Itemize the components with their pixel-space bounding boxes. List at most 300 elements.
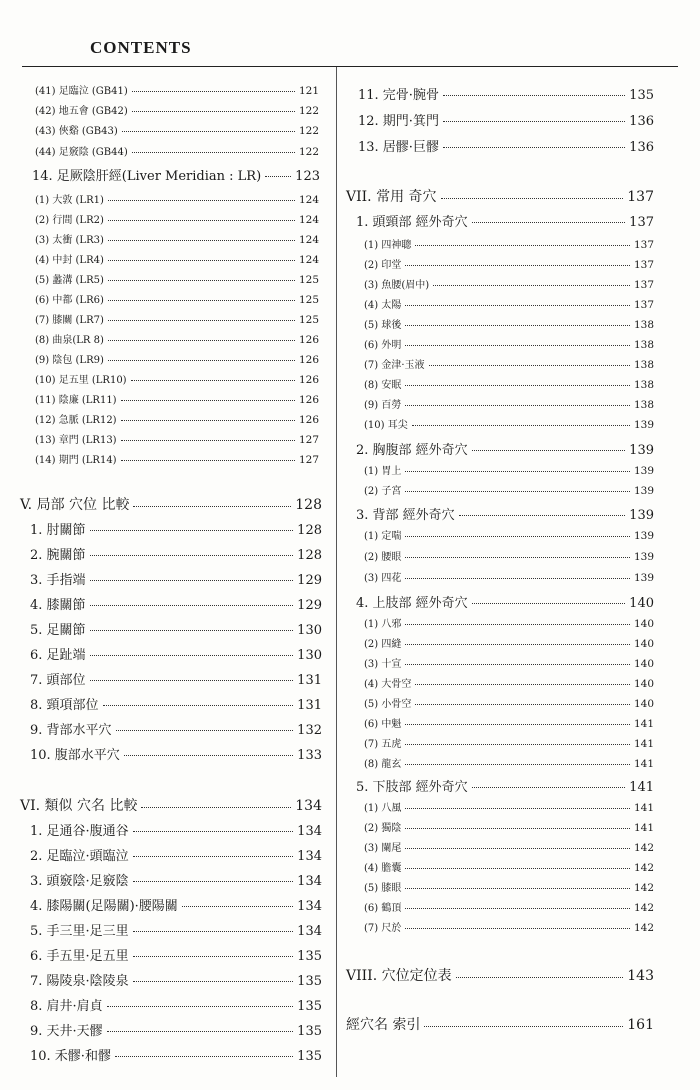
- dot-leader: [132, 111, 295, 112]
- toc-entry-page: 123: [295, 169, 320, 184]
- dot-leader: [107, 1006, 294, 1007]
- toc-entry-label: 3. 頭竅陰·足竅陰: [30, 874, 129, 889]
- toc-entry-page: 137: [633, 239, 654, 251]
- toc-entry-page: 142: [633, 882, 654, 894]
- toc-entry-label: 7. 頭部位: [30, 673, 86, 688]
- toc-entry-label: (4) 太陽: [364, 300, 402, 311]
- toc-entry[interactable]: [30, 719, 322, 738]
- toc-entry-page: 135: [297, 949, 322, 964]
- toc-entry[interactable]: [364, 899, 654, 914]
- dot-leader: [405, 724, 630, 725]
- toc-entry-label: (43) 俠谿 (GB43): [35, 126, 118, 137]
- toc-entry-label: (13) 章門 (LR13): [35, 435, 117, 446]
- toc-entry-label: VIII. 穴位定位表: [346, 968, 452, 984]
- dot-leader: [108, 280, 295, 281]
- toc-entry[interactable]: [35, 331, 319, 346]
- dot-leader: [90, 580, 294, 581]
- toc-entry[interactable]: [364, 527, 654, 542]
- toc-entry-page: 139: [633, 465, 654, 477]
- toc-entry-page: 141: [633, 738, 654, 750]
- toc-entry-label: 2. 足臨泣·頭臨泣: [30, 849, 129, 864]
- dot-leader: [132, 91, 295, 92]
- dot-leader: [405, 405, 630, 406]
- toc-entry[interactable]: [35, 143, 319, 158]
- toc-entry-page: 137: [633, 259, 654, 271]
- toc-entry[interactable]: [35, 102, 319, 117]
- dot-leader: [443, 121, 625, 122]
- dot-leader: [121, 460, 295, 461]
- toc-entry[interactable]: [346, 186, 654, 206]
- toc-entry[interactable]: [35, 391, 319, 406]
- toc-entry-label: 9. 背部水平穴: [30, 723, 112, 738]
- toc-entry[interactable]: [364, 655, 654, 670]
- toc-entry-page: 135: [297, 1049, 322, 1064]
- toc-entry-page: 125: [298, 294, 319, 306]
- dot-leader: [108, 240, 295, 241]
- toc-entry-label: (41) 足臨泣 (GB41): [35, 86, 128, 97]
- toc-entry-label: (5) 球後: [364, 320, 402, 331]
- dot-leader: [116, 730, 294, 731]
- toc-entry-label: 14. 足厥陰肝經(Liver Meridian : LR): [32, 169, 262, 184]
- toc-entry-label: 5. 足關節: [30, 623, 86, 638]
- toc-entry-page: 139: [633, 485, 654, 497]
- toc-entry-page: 124: [298, 254, 319, 266]
- toc-entry-label: 12. 期門·箕門: [358, 114, 439, 129]
- toc-entry[interactable]: [364, 675, 654, 690]
- dot-leader: [405, 744, 630, 745]
- toc-entry-page: 127: [298, 454, 319, 466]
- toc-entry-page: 129: [297, 598, 322, 613]
- dot-leader: [405, 491, 630, 492]
- toc-entry-label: (3) 四花: [364, 573, 402, 584]
- toc-entry-label: (8) 曲泉(LR 8): [35, 335, 104, 346]
- toc-entry[interactable]: [35, 411, 319, 426]
- toc-entry-page: 126: [298, 414, 319, 426]
- toc-entry[interactable]: [358, 110, 654, 129]
- toc-entry[interactable]: [35, 431, 319, 446]
- toc-entry[interactable]: [30, 820, 322, 839]
- toc-entry-label: 13. 居髎·巨髎: [358, 140, 439, 155]
- toc-entry-label: (7) 尺於: [364, 923, 402, 934]
- dot-leader: [405, 868, 630, 869]
- dot-leader: [405, 385, 630, 386]
- toc-entry[interactable]: [364, 236, 654, 251]
- toc-entry[interactable]: [346, 965, 654, 985]
- toc-entry-page: 140: [633, 678, 654, 690]
- toc-entry-page: 138: [633, 319, 654, 331]
- toc-entry-page: 139: [633, 551, 654, 563]
- toc-entry[interactable]: [356, 504, 654, 523]
- toc-entry[interactable]: [35, 82, 319, 97]
- toc-entry-label: (44) 足竅陰 (GB44): [35, 147, 128, 158]
- toc-entry[interactable]: [30, 744, 322, 763]
- toc-entry[interactable]: [364, 755, 654, 770]
- dot-leader: [412, 425, 630, 426]
- toc-entry-page: 134: [297, 924, 322, 939]
- toc-entry-page: 140: [633, 618, 654, 630]
- toc-entry-label: (10) 耳尖: [364, 420, 408, 431]
- toc-entry[interactable]: [346, 1014, 654, 1034]
- toc-entry[interactable]: [356, 776, 654, 795]
- toc-entry[interactable]: [358, 84, 654, 103]
- toc-entry-label: (3) 太衝 (LR3): [35, 235, 104, 246]
- toc-entry[interactable]: [364, 615, 654, 630]
- dot-leader: [133, 931, 294, 932]
- toc-entry[interactable]: [30, 594, 322, 613]
- dot-leader: [90, 630, 294, 631]
- dot-leader: [108, 300, 295, 301]
- toc-entry[interactable]: [364, 919, 654, 934]
- toc-entry-page: 135: [297, 999, 322, 1014]
- toc-entry[interactable]: [35, 451, 319, 466]
- dot-leader: [405, 325, 630, 326]
- toc-entry-label: 3. 手指端: [30, 573, 86, 588]
- dot-leader: [405, 888, 630, 889]
- dot-leader: [115, 1056, 293, 1057]
- toc-entry-label: (1) 八風: [364, 803, 402, 814]
- toc-entry[interactable]: [30, 845, 322, 864]
- dot-leader: [405, 471, 630, 472]
- dot-leader: [405, 305, 630, 306]
- dot-leader: [443, 95, 625, 96]
- dot-leader: [433, 285, 630, 286]
- dot-leader: [108, 320, 295, 321]
- dot-leader: [133, 831, 294, 832]
- toc-entry[interactable]: [35, 371, 319, 386]
- toc-entry[interactable]: [30, 644, 322, 663]
- toc-entry-page: 138: [633, 339, 654, 351]
- toc-entry-label: (1) 定喘: [364, 531, 402, 542]
- toc-entry-label: (4) 膽囊: [364, 863, 402, 874]
- toc-entry-label: 6. 手五里·足五里: [30, 949, 129, 964]
- toc-entry-label: (1) 八邪: [364, 619, 402, 630]
- toc-entry-label: 10. 禾髎·和髎: [30, 1049, 111, 1064]
- toc-entry-page: 139: [633, 530, 654, 542]
- toc-entry-page: 134: [297, 899, 322, 914]
- toc-entry[interactable]: [364, 482, 654, 497]
- toc-entry-page: 126: [298, 354, 319, 366]
- toc-entry[interactable]: [364, 276, 654, 291]
- toc-entry[interactable]: [30, 569, 322, 588]
- toc-entry[interactable]: [30, 669, 322, 688]
- toc-entry[interactable]: [20, 494, 322, 514]
- toc-entry-page: 128: [297, 548, 322, 563]
- toc-entry-page: 132: [297, 723, 322, 738]
- dot-leader: [121, 400, 295, 401]
- toc-entry-page: 126: [298, 374, 319, 386]
- toc-entry[interactable]: [364, 879, 654, 894]
- toc-entry[interactable]: [35, 311, 319, 326]
- toc-entry[interactable]: [364, 336, 654, 351]
- toc-entry-page: 125: [298, 314, 319, 326]
- toc-entry-page: 134: [297, 874, 322, 889]
- dot-leader: [472, 603, 626, 604]
- toc-entry-page: 139: [629, 508, 654, 523]
- toc-entry-label: 5. 下肢部 經外奇穴: [356, 780, 468, 795]
- toc-entry-page: 122: [298, 105, 319, 117]
- toc-entry[interactable]: [35, 291, 319, 306]
- toc-entry-label: (5) 小骨空: [364, 699, 412, 710]
- toc-entry-label: (12) 急脈 (LR12): [35, 415, 117, 426]
- dot-leader: [405, 536, 630, 537]
- toc-entry-page: 124: [298, 214, 319, 226]
- toc-entry-label: (2) 腰眼: [364, 552, 402, 563]
- dot-leader: [133, 956, 294, 957]
- toc-entry-page: 133: [297, 748, 322, 763]
- toc-entry-page: 137: [627, 189, 654, 205]
- toc-entry[interactable]: [30, 694, 322, 713]
- dot-leader: [265, 176, 291, 177]
- toc-entry-page: 124: [298, 194, 319, 206]
- toc-entry-page: 122: [298, 125, 319, 137]
- toc-entry-label: (6) 中都 (LR6): [35, 295, 104, 306]
- toc-entry-page: 139: [633, 419, 654, 431]
- toc-entry-label: 4. 膝陽關(足陽關)·腰陽關: [30, 899, 178, 914]
- dot-leader: [90, 605, 294, 606]
- toc-entry-label: 8. 肩井·肩貞: [30, 999, 103, 1014]
- dot-leader: [443, 147, 625, 148]
- dot-leader: [459, 515, 626, 516]
- toc-entry-page: 141: [633, 802, 654, 814]
- toc-entry-label: (3) 十宣: [364, 659, 402, 670]
- toc-entry-label: 7. 陽陵泉·陰陵泉: [30, 974, 129, 989]
- dot-leader: [90, 655, 294, 656]
- dot-leader: [405, 578, 630, 579]
- toc-entry-label: (1) 胃上: [364, 466, 402, 477]
- toc-entry-page: 126: [298, 394, 319, 406]
- toc-entry[interactable]: [30, 619, 322, 638]
- toc-entry-page: 121: [298, 85, 319, 97]
- toc-entry-page: 141: [629, 780, 654, 795]
- dot-leader: [141, 807, 291, 808]
- toc-entry-page: 161: [627, 1017, 654, 1033]
- toc-entry-label: (42) 地五會 (GB42): [35, 106, 128, 117]
- toc-entry[interactable]: [30, 519, 322, 538]
- dot-leader: [429, 365, 630, 366]
- toc-entry-page: 122: [298, 146, 319, 158]
- toc-entry[interactable]: [364, 819, 654, 834]
- dot-leader: [405, 664, 630, 665]
- toc-entry-page: 137: [629, 215, 654, 230]
- toc-entry[interactable]: [364, 859, 654, 874]
- toc-entry-label: 5. 手三里·足三里: [30, 924, 129, 939]
- dot-leader: [121, 440, 295, 441]
- dot-leader: [405, 908, 630, 909]
- contents-header: CONTENTS: [90, 38, 192, 57]
- toc-entry-label: 1. 肘關節: [30, 523, 86, 538]
- toc-entry-page: 140: [629, 596, 654, 611]
- toc-entry[interactable]: [35, 231, 319, 246]
- dot-leader: [124, 755, 293, 756]
- dot-leader: [108, 360, 295, 361]
- toc-entry-page: 141: [633, 822, 654, 834]
- dot-leader: [103, 705, 294, 706]
- toc-entry-label: (5) 膝眼: [364, 883, 402, 894]
- toc-entry-page: 138: [633, 379, 654, 391]
- toc-entry-label: (10) 足五里 (LR10): [35, 375, 127, 386]
- toc-entry[interactable]: [364, 416, 654, 431]
- toc-entry-page: 140: [633, 638, 654, 650]
- toc-entry[interactable]: [35, 251, 319, 266]
- toc-entry-page: 142: [633, 922, 654, 934]
- dot-leader: [405, 848, 630, 849]
- toc-entry[interactable]: [364, 548, 654, 563]
- toc-entry[interactable]: [364, 695, 654, 710]
- toc-entry-label: 10. 腹部水平穴: [30, 748, 120, 763]
- toc-entry-label: 11. 完骨·腕骨: [358, 88, 439, 103]
- toc-entry-label: VI. 類似 穴名 比較: [20, 798, 138, 814]
- toc-entry-label: (2) 行間 (LR2): [35, 215, 104, 226]
- dot-leader: [415, 704, 630, 705]
- toc-entry-label: (2) 印堂: [364, 260, 402, 271]
- toc-entry-label: (7) 五虎: [364, 739, 402, 750]
- toc-entry[interactable]: [364, 839, 654, 854]
- toc-entry[interactable]: [364, 569, 654, 584]
- toc-entry[interactable]: [35, 271, 319, 286]
- toc-entry-label: 2. 腕關節: [30, 548, 86, 563]
- dot-leader: [441, 198, 624, 199]
- toc-entry-label: 6. 足趾端: [30, 648, 86, 663]
- dot-leader: [108, 220, 295, 221]
- toc-entry[interactable]: [30, 920, 322, 939]
- toc-entry-label: 經穴名 索引: [346, 1017, 421, 1033]
- toc-entry-label: (7) 金津·玉液: [364, 360, 425, 371]
- toc-entry-label: (14) 期門 (LR14): [35, 455, 117, 466]
- dot-leader: [415, 684, 630, 685]
- dot-leader: [456, 977, 624, 978]
- toc-entry-label: (3) 魚腰(眉中): [364, 280, 430, 291]
- toc-entry[interactable]: [364, 396, 654, 411]
- dot-leader: [405, 928, 630, 929]
- dot-leader: [90, 530, 294, 531]
- toc-entry-page: 134: [297, 849, 322, 864]
- toc-entry[interactable]: [364, 799, 654, 814]
- toc-entry[interactable]: [358, 136, 654, 155]
- toc-entry-page: 136: [629, 114, 654, 129]
- toc-entry-page: 125: [298, 274, 319, 286]
- toc-entry-page: 142: [633, 902, 654, 914]
- toc-entry[interactable]: [35, 191, 319, 206]
- dot-leader: [405, 808, 630, 809]
- toc-entry-label: 9. 天井·天髎: [30, 1024, 103, 1039]
- toc-entry-label: (11) 陰廉 (LR11): [35, 395, 117, 406]
- toc-entry-page: 134: [295, 798, 322, 814]
- dot-leader: [108, 200, 295, 201]
- toc-entry-page: 135: [629, 88, 654, 103]
- toc-entry-page: 130: [297, 623, 322, 638]
- toc-entry[interactable]: [30, 995, 322, 1014]
- dot-leader: [405, 345, 630, 346]
- toc-entry-label: 1. 頭頸部 經外奇穴: [356, 215, 468, 230]
- toc-entry-label: (4) 大骨空: [364, 679, 412, 690]
- dot-leader: [405, 624, 630, 625]
- toc-entry-page: 141: [633, 758, 654, 770]
- toc-entry-page: 137: [633, 279, 654, 291]
- toc-entry[interactable]: [356, 211, 654, 230]
- dot-leader: [132, 152, 295, 153]
- toc-entry[interactable]: [35, 351, 319, 366]
- toc-entry-label: (4) 中封 (LR4): [35, 255, 104, 266]
- dot-leader: [90, 680, 294, 681]
- toc-entry[interactable]: [364, 635, 654, 650]
- toc-entry-page: 128: [297, 523, 322, 538]
- toc-entry[interactable]: [364, 356, 654, 371]
- toc-entry[interactable]: [364, 296, 654, 311]
- toc-entry-label: V. 局部 穴位 比較: [20, 497, 130, 513]
- toc-entry-label: (2) 獨陰: [364, 823, 402, 834]
- toc-entry-label: (9) 百勞: [364, 400, 402, 411]
- toc-entry-page: 128: [295, 497, 322, 513]
- dot-leader: [472, 787, 626, 788]
- toc-entry-label: (2) 子宮: [364, 486, 402, 497]
- toc-entry-label: (7) 膝關 (LR7): [35, 315, 104, 326]
- toc-entry-page: 130: [297, 648, 322, 663]
- dot-leader: [122, 131, 295, 132]
- toc-entry-label: (6) 外明: [364, 340, 402, 351]
- dot-leader: [415, 245, 630, 246]
- dot-leader: [108, 340, 295, 341]
- toc-entry-page: 126: [298, 334, 319, 346]
- dot-leader: [90, 555, 294, 556]
- toc-entry-page: 142: [633, 862, 654, 874]
- toc-entry[interactable]: [30, 1045, 322, 1064]
- toc-entry-page: 131: [297, 698, 322, 713]
- toc-entry[interactable]: [364, 376, 654, 391]
- toc-entry-page: 138: [633, 399, 654, 411]
- toc-entry[interactable]: [30, 895, 322, 914]
- toc-entry-label: 8. 頸項部位: [30, 698, 99, 713]
- toc-entry-label: (2) 四縫: [364, 639, 402, 650]
- header-rule: [22, 66, 678, 67]
- dot-leader: [472, 222, 626, 223]
- toc-entry[interactable]: [35, 122, 319, 137]
- toc-entry[interactable]: [364, 256, 654, 271]
- toc-entry-label: 2. 胸腹部 經外奇穴: [356, 443, 468, 458]
- toc-entry[interactable]: [32, 165, 320, 184]
- toc-entry-page: 124: [298, 234, 319, 246]
- dot-leader: [405, 764, 630, 765]
- toc-entry-label: (1) 四神聰: [364, 240, 412, 251]
- toc-entry-page: 127: [298, 434, 319, 446]
- dot-leader: [405, 557, 630, 558]
- toc-entry[interactable]: [364, 462, 654, 477]
- dot-leader: [133, 881, 294, 882]
- toc-entry-page: 135: [297, 974, 322, 989]
- toc-entry[interactable]: [30, 870, 322, 889]
- dot-leader: [405, 828, 630, 829]
- toc-entry-page: 138: [633, 359, 654, 371]
- toc-entry-label: 1. 足通谷·腹通谷: [30, 824, 129, 839]
- dot-leader: [133, 856, 294, 857]
- toc-entry-label: (3) 闌尾: [364, 843, 402, 854]
- toc-entry-label: 4. 膝關節: [30, 598, 86, 613]
- toc-entry[interactable]: [30, 544, 322, 563]
- toc-entry[interactable]: [35, 211, 319, 226]
- toc-entry[interactable]: [364, 715, 654, 730]
- toc-entry[interactable]: [30, 970, 322, 989]
- toc-entry[interactable]: [356, 439, 654, 458]
- toc-entry-page: 142: [633, 842, 654, 854]
- toc-entry[interactable]: [20, 795, 322, 815]
- dot-leader: [133, 981, 294, 982]
- toc-entry-label: (6) 中魁: [364, 719, 402, 730]
- toc-entry-label: VII. 常用 奇穴: [346, 189, 437, 205]
- toc-entry[interactable]: [364, 735, 654, 750]
- toc-entry[interactable]: [30, 945, 322, 964]
- toc-entry[interactable]: [364, 316, 654, 331]
- toc-entry[interactable]: [30, 1020, 322, 1039]
- toc-entry[interactable]: [356, 592, 654, 611]
